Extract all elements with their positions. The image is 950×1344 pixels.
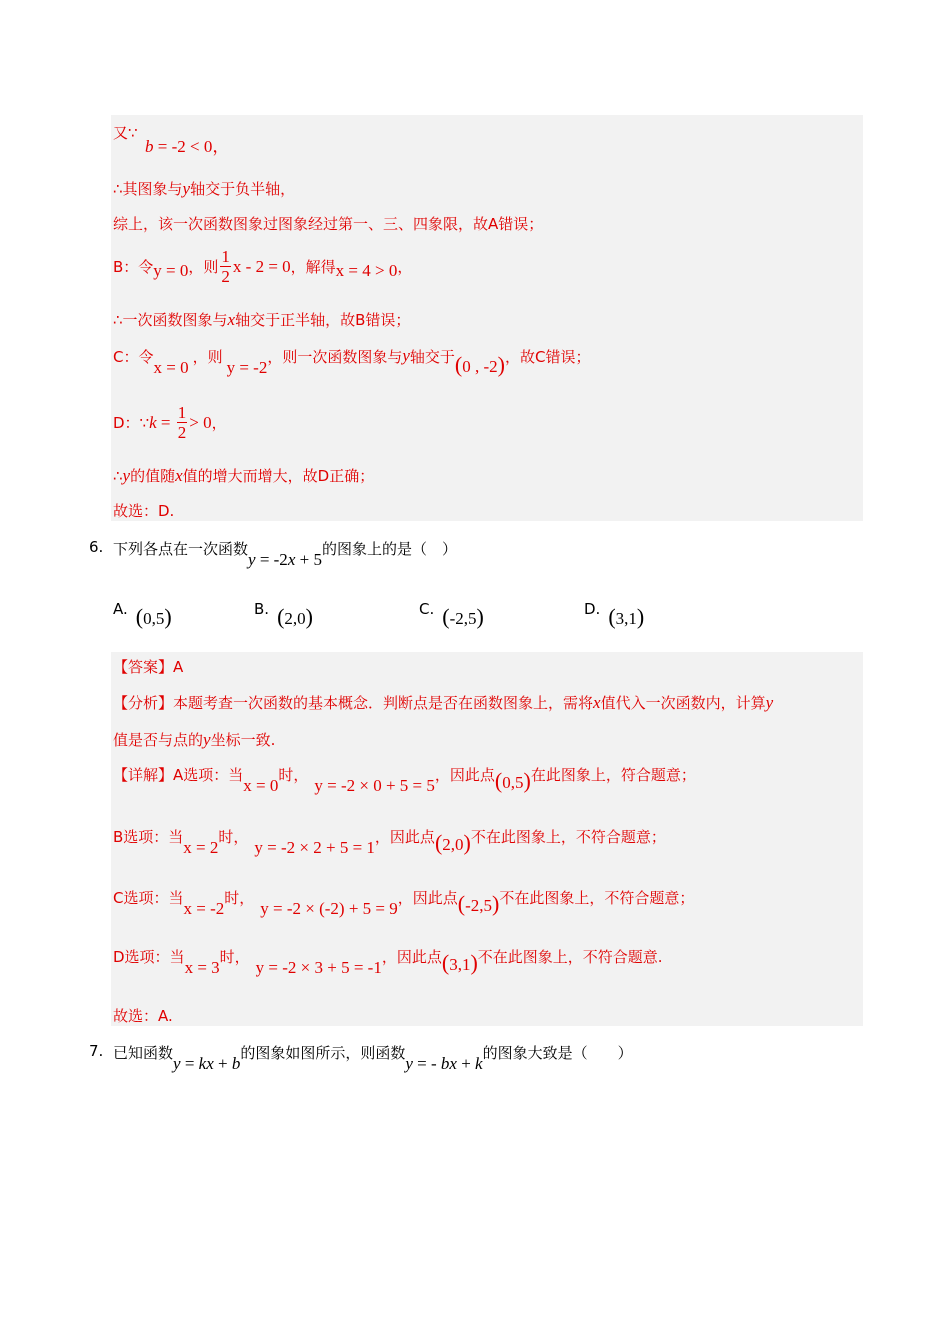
q7-function-2: y = - bx + k (405, 1054, 483, 1073)
detail-row-b: B选项：当 x = 2 时， y = -2 × 2 + 5 = 1 ，因此点 (2,0) 不在此图象上，不符合题意； (113, 828, 666, 857)
q7-number: 7. (89, 1042, 104, 1060)
q6-number: 6. (89, 538, 104, 556)
q7-stem: 已知函数 y = kx + b 的图象如图所示，则函数 y = - bx + k 的图象大致是（ ） (113, 1044, 633, 1073)
box1-option-b: B：令 y = 0 ，则 $\frac{1}{2}$ x - 2 = 0 ，解得 x = 4 > 0 ， (113, 247, 413, 286)
box1-option-d: D：∵ k = $\frac{1}{2}$ > 0 ， (113, 403, 227, 442)
analysis-line1: 【分析】本题考查一次函数的基本概念．判断点是否在函数图象上，需将x值代入一次函数内，计算y (113, 693, 774, 712)
fraction-one-half-k: $\frac{1}{2}$ (177, 403, 187, 442)
box1-line1: 又∵ (113, 124, 138, 142)
q6-option-c[interactable]: C. (-2,5) (419, 600, 484, 629)
q6-stem: 下列各点在一次函数 y = -2x + 5 的图象上的是（ ） (113, 540, 457, 569)
q7-function-1: y = kx + b (173, 1054, 241, 1073)
box1-line2: ∴其图象与y轴交于负半轴， (113, 179, 296, 198)
q6-option-a[interactable]: A. (0,5) (113, 600, 172, 629)
fraction-one-half: $\frac{1}{2}$ (221, 247, 230, 286)
box1-conclusion: 故选：D. (113, 502, 175, 520)
answer-line: 【答案】A (113, 658, 184, 676)
box2-conclusion: 故选：A. (113, 1007, 173, 1025)
analysis-line2: 值是否与点的y坐标一致. (113, 730, 276, 749)
box1-line5: ∴一次函数图象与x轴交于正半轴，故B错误； (113, 310, 411, 329)
box1-line3: 综上，该一次函数图象过图象经过第一、三、四象限，故A错误； (113, 215, 544, 233)
box1-line1-math: b = -2 < 0， (145, 137, 230, 156)
box1-line8: ∴y的值随x值的增大而增大，故D正确； (113, 466, 375, 485)
q6-function: y = -2x + 5 (248, 550, 322, 569)
detail-row-a: 【详解】A选项：当 x = 0 时， y = -2 × 0 + 5 = 5 ，因此点 (0,5) 在此图象上，符合题意； (113, 766, 696, 795)
detail-row-d: D选项：当 x = 3 时， y = -2 × 3 + 5 = -1 ，因此点 (3,1) 不在此图象上，不符合题意. (113, 948, 663, 977)
box1-option-c: C：令 x = 0 ，则 y = -2 ，则一次函数图象与 y 轴交于 (0 , -2) ，故C错误； (113, 346, 591, 377)
q6-option-d[interactable]: D. (3,1) (584, 600, 645, 629)
point-0-neg2: (0 , -2) (454, 352, 505, 377)
detail-row-c: C选项：当 x = -2 时， y = -2 × (-2) + 5 = 9 ，因此点 (-2,5) 不在此图象上，不符合题意； (113, 889, 695, 918)
q6-option-b[interactable]: B. (2,0) (254, 600, 313, 629)
